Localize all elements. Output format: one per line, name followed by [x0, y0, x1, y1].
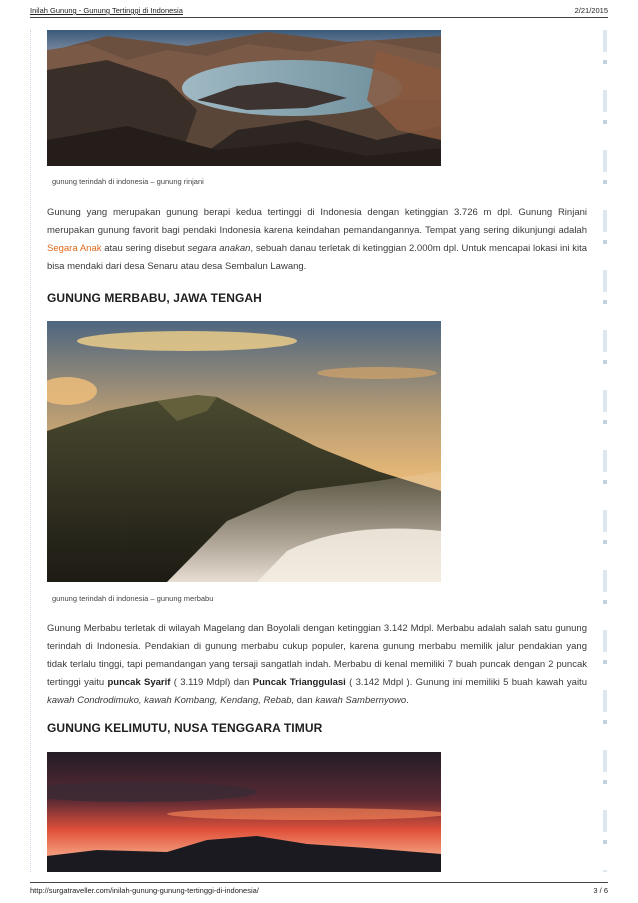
paragraph-rinjani: Gunung yang merupakan gunung berapi kedua tertinggi di Indonesia dengan ketinggian 3.726 m dpl. Gunung Rinjani merupakan gunung favorit bagi pendaki Indonesia karena keindahan pemandangannya. Tempat yang sering dikunjungi adalah Segara Anak atau sering disebut segara anakan, sebuah danau terletak di ketinggian 2.000m dpl. Untuk mencapai lokasi ini kita bisa mendaki dari desa Senaru atau desa Sembalun Lawang. [47, 207, 588, 272]
term-puncak-trianggulasi: Puncak Trianggulasi [252, 677, 346, 688]
photo-rinjani [47, 30, 441, 166]
term-puncak-syarif: puncak Syarif [107, 677, 171, 688]
photo-kelimutu [47, 752, 441, 872]
caption-merbabu: gunung terindah di indonesia – gunung merbabu [52, 594, 214, 603]
link-segara-anak[interactable]: Segara Anak [47, 243, 102, 254]
header-date: 2/21/2015 [574, 6, 608, 15]
caption-rinjani: gunung terindah di indonesia – gunung rinjani [52, 177, 204, 186]
side-rail [603, 30, 607, 872]
page-footer [30, 882, 608, 897]
page-header [30, 5, 608, 18]
photo-merbabu [47, 321, 441, 582]
page-number: 3 / 6 [593, 886, 608, 895]
footer-url[interactable]: http://surgatraveller.com/inilah-gunung-gunung-tertinggi-di-indonesia/ [30, 886, 259, 895]
heading-merbabu: GUNUNG MERBABU, JAWA TENGAH [47, 291, 262, 305]
paragraph-merbabu: Gunung Merbabu terletak di wilayah Magelang dan Boyolali dengan ketinggian 3.142 Mdpl. Merbabu adalah salah satu gunung terindah di Indonesia. Pendakian di gunung merbabu cukup populer, karena gunung merbabu memilik jalur pendakian yang tidak terlalu tinggi, tapi pemandangan yang tersaji sangatlah indah. Merbabu di kenal memiliki 7 buah puncak dengan 2 puncak tertinggi yaitu puncak Syarif ( 3.119 Mdpl) dan Puncak Trianggulasi ( 3.142 Mdpl ). Gunung ini memiliki 5 buah kawah yaitu kawah Condrodimuko, kawah Kombang, Kendang, Rebab, dan kawah Sambernyowo. [47, 623, 587, 706]
heading-kelimutu: GUNUNG KELIMUTU, NUSA TENGGARA TIMUR [47, 721, 323, 735]
header-title[interactable]: Inilah Gunung - Gunung Tertinggi di Indonesia [30, 6, 183, 15]
